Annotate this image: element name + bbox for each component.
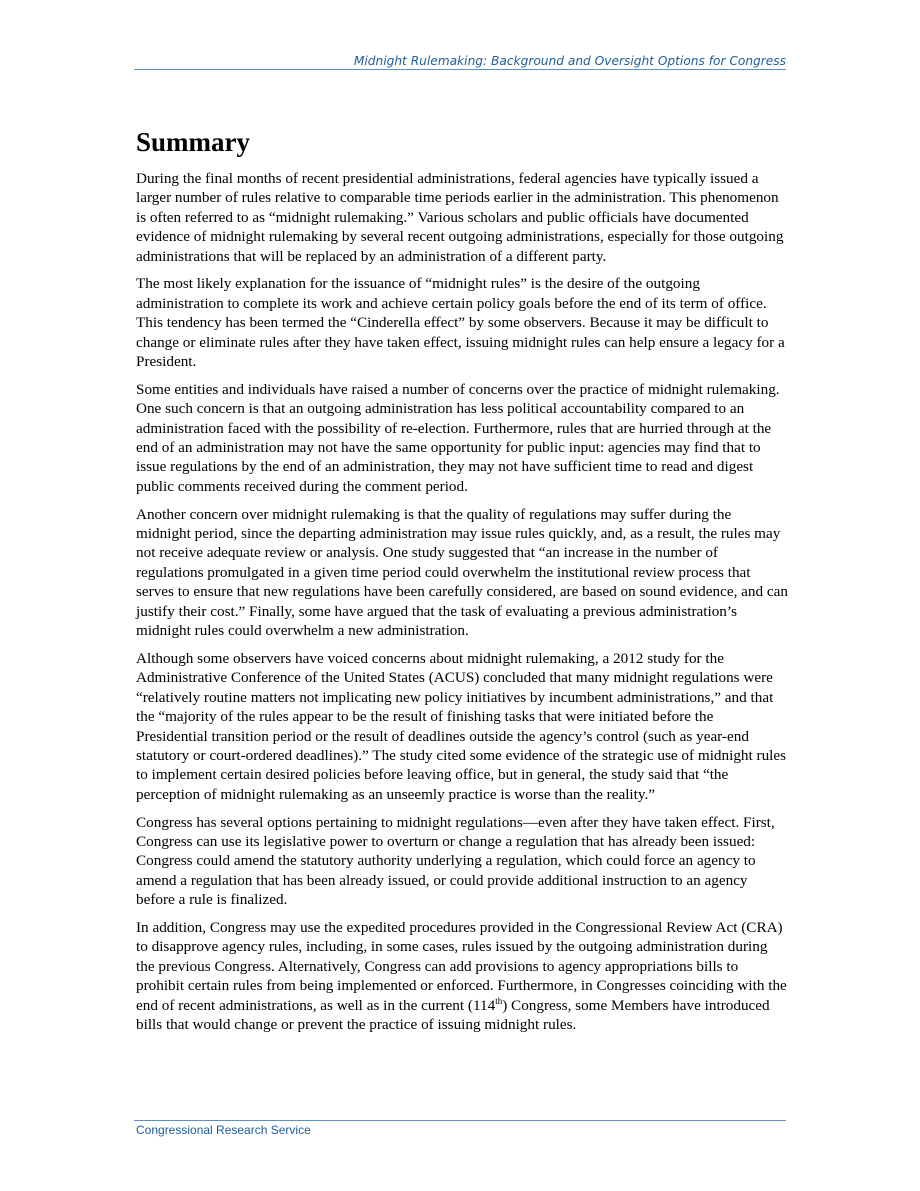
paragraph-7-text-end: ) Congress, some Members have introduced bills that would change or prevent the practice of issuing midnight rules. xyxy=(136,996,770,1033)
running-footer: Congressional Research Service xyxy=(136,1123,311,1137)
summary-body xyxy=(136,169,788,1043)
section-heading: Summary xyxy=(136,127,250,157)
paragraph-1: During the final months of recent presidential administrations, federal agencies have typically issued a larger number of rules relative to comparable time periods earlier in the administration. This phenomenon is often referred to as “midnight rulemaking.” Various scholars and public officials have documented evidence of midnight rulemaking by several recent outgoing administrations, especially for those outgoing administrations that will be replaced by an administration of a different party. xyxy=(136,170,784,265)
paragraph-2: The most likely explanation for the issuance of “midnight rules” is the desire of the outgoing administration to complete its work and achieve certain policy goals before the end of its term of office. This tendency has been termed the “Cinderella effect” by some observers. Because it may be difficult to change or eliminate rules after they have taken effect, issuing midnight rules can help ensure a legacy for a President. xyxy=(136,275,785,371)
header-divider xyxy=(134,69,786,70)
footer-divider xyxy=(134,1120,786,1121)
paragraph-7 xyxy=(136,918,788,1034)
paragraph-5: Although some observers have voiced concerns about midnight rulemaking, a 2012 study for the Administrative Conference of the United States (ACUS) concluded that many midnight regulations were “relatively routine matters not implicating new policy initiatives by incumbent administrations,” and that the “majority of the rules appear to be the result of finishing tasks that were initiated before the Presidential transition period or the result of deadlines outside the agency’s control (such as year-end statutory or court-ordered deadlines).” The study cited some evidence of the strategic use of midnight rules to implement certain desired policies before leaving office, but in general, the study said that “the perception of midnight rulemaking as an unseemly practice is worse than the reality.” xyxy=(136,649,787,803)
ordinal-superscript: th xyxy=(495,995,503,1006)
running-header: Midnight Rulemaking: Background and Oversight Options for Congress xyxy=(353,54,786,68)
paragraph-4: Another concern over midnight rulemaking is that the quality of regulations may suffer during the midnight period, since the departing administration may issue rules quickly, and, as a result, the rules may not receive adequate review or analysis. One study suggested that “an increase in the number of regulations promulgated in a given time period could overwhelm the institutional review process that serves to ensure that new regulations have been carefully considered, are based on sound evidence, and can justify their cost.” Finally, some have argued that the task of evaluating a previous administration’s midnight rules could overwhelm a new administration. xyxy=(136,505,788,640)
paragraph-3: Some entities and individuals have raised a number of concerns over the practice of midnight rulemaking. One such concern is that an outgoing administration has less political accountability compared to an administration faced with the possibility of re-election. Furthermore, rules that are hurried through at the end of an administration may not have the same opportunity for public input: agencies may find that to issue regulations by the end of an administration, they may not have sufficient time to read and digest public comments received during the comment period. xyxy=(136,380,780,495)
paragraph-7-text: In addition, Congress may use the expedited procedures provided in the Congressional Review Act (CRA) to disapprove agency rules, including, in some cases, rules issued by the outgoing administration during the previous Congress. Alternatively, Congress can add provisions to agency appropriations bills to prohibit certain rules from being implemented or enforced. Furthermore, in Congresses coinciding with the end of recent administrations, as well as in the current (114 xyxy=(136,918,787,1014)
paragraph-6: Congress has several options pertaining to midnight regulations—even after they have taken effect. First, Congress can use its legislative power to overturn or change a regulation that has already been issued: Congress could amend the statutory authority underlying a regulation, which could force an agency to amend a regulation that has been already issued, or could provide additional instruction to an agency before a rule is finalized. xyxy=(136,813,775,909)
